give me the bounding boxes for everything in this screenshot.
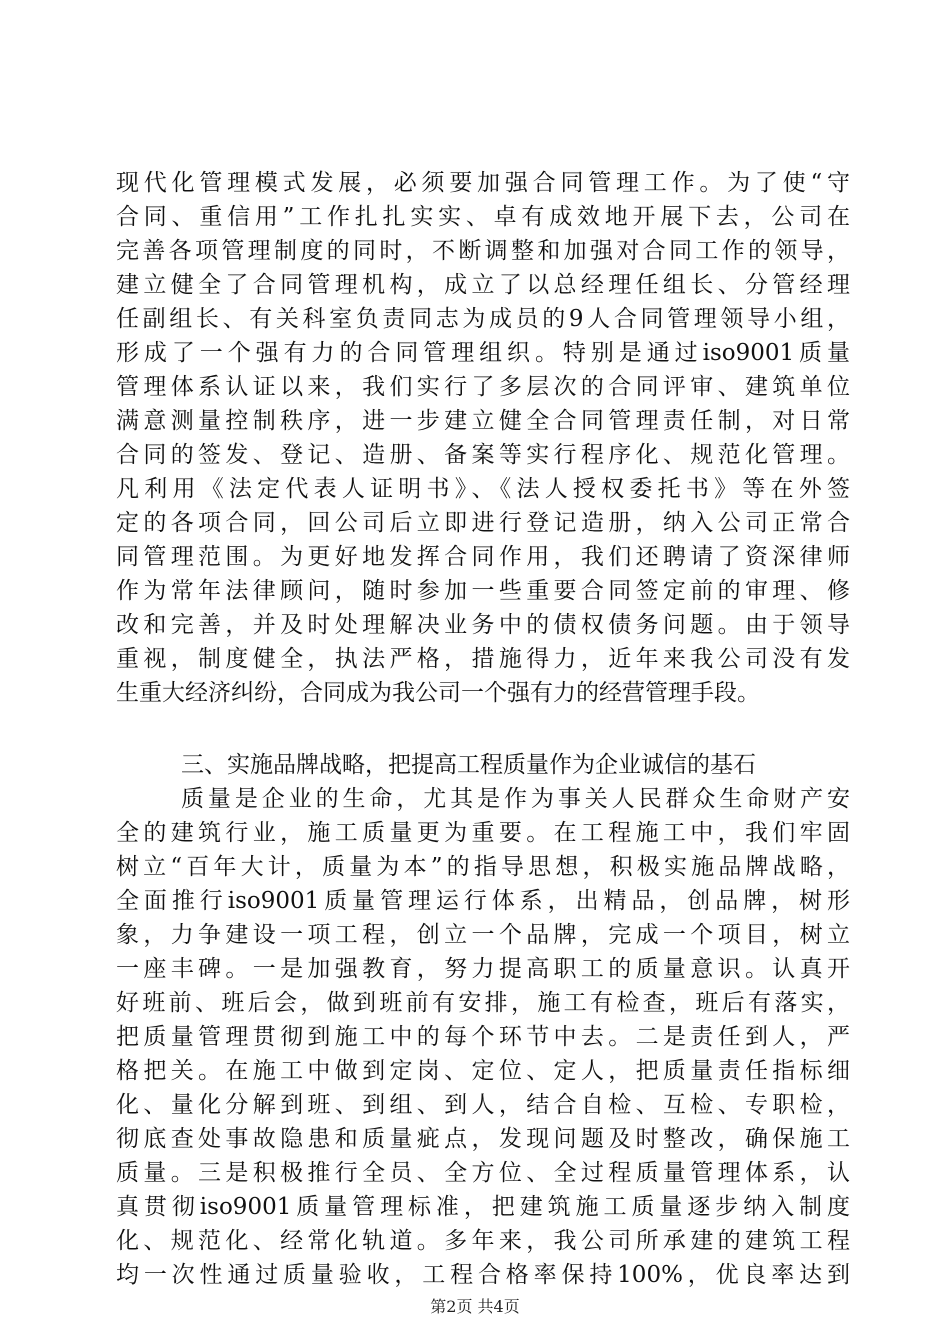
text-line: 象，力争建设一项工程，创立一个品牌，完成一个项目，树立 xyxy=(116,922,850,948)
text-line: 满意测量控制秩序，进一步建立健全合同管理责任制，对日常 xyxy=(116,408,850,434)
text-line: 合同的签发、登记、造册、备案等实行程序化、规范化管理。 xyxy=(116,442,850,468)
text-line: 好班前、班后会，做到班前有安排，施工有检查，班后有落实， xyxy=(116,990,850,1016)
section-heading: 三、实施品牌战略，把提高工程质量作为企业诚信的基石 xyxy=(181,752,756,778)
text-line: 定的各项合同，回公司后立即进行登记造册，纳入公司正常合 xyxy=(116,510,850,536)
text-line: 树立“百年大计，质量为本”的指导思想，积极实施品牌战略， xyxy=(116,854,850,880)
text-line: 作为常年法律顾问，随时参加一些重要合同签定前的审理、修 xyxy=(116,578,850,604)
text-line: 全的建筑行业，施工质量更为重要。在工程施工中，我们牢固 xyxy=(116,820,850,846)
text-line: 合同、重信用”工作扎扎实实、卓有成效地开展下去，公司在 xyxy=(116,204,850,230)
text-line: 管理体系认证以来，我们实行了多层次的合同评审、建筑单位 xyxy=(116,374,850,400)
paragraph-quality xyxy=(116,782,850,1292)
text-line: 真贯彻iso9001质量管理标准，把建筑施工质量逐步纳入制度 xyxy=(116,1194,850,1220)
text-line: 重视，制度健全，执法严格，措施得力，近年来我公司没有发 xyxy=(116,646,850,672)
text-line: 建立健全了合同管理机构，成立了以总经理任组长、分管经理 xyxy=(116,272,850,298)
text-line: 化、规范化、经常化轨道。多年来，我公司所承建的建筑工程 xyxy=(116,1228,850,1254)
text-line: 质量。三是积极推行全员、全方位、全过程质量管理体系，认 xyxy=(116,1160,850,1186)
text-line: 质量是企业的生命，尤其是作为事关人民群众生命财产安 xyxy=(181,786,850,812)
paragraph-contract-management xyxy=(116,166,850,710)
text-line: 格把关。在施工中做到定岗、定位、定人，把质量责任指标细 xyxy=(116,1058,850,1084)
text-line: 彻底查处事故隐患和质量疵点，发现问题及时整改，确保施工 xyxy=(116,1126,850,1152)
text-line: 同管理范围。为更好地发挥合同作用，我们还聘请了资深律师 xyxy=(116,544,850,570)
text-line: 形成了一个强有力的合同管理组织。特别是通过iso9001质量 xyxy=(116,340,850,366)
text-line: 全面推行iso9001质量管理运行体系，出精品，创品牌，树形 xyxy=(116,888,850,914)
text-line: 把质量管理贯彻到施工中的每个环节中去。二是责任到人，严 xyxy=(116,1024,850,1050)
text-line: 改和完善，并及时处理解决业务中的债权债务问题。由于领导 xyxy=(116,612,850,638)
text-line: 均一次性通过质量验收，工程合格率保持100%，优良率达到 xyxy=(116,1262,850,1288)
paragraph-spacer xyxy=(116,710,850,748)
document-body xyxy=(116,166,850,1292)
text-line: 任副组长、有关科室负责同志为成员的9人合同管理领导小组， xyxy=(116,306,850,332)
page-number-footer: 第2页 共4页 xyxy=(430,1297,520,1316)
text-line: 现代化管理模式发展，必须要加强合同管理工作。为了使“守 xyxy=(116,170,850,196)
text-line: 生重大经济纠纷，合同成为我公司一个强有力的经营管理手段。 xyxy=(116,680,760,706)
text-line: 完善各项管理制度的同时，不断调整和加强对合同工作的领导， xyxy=(116,238,850,264)
text-line: 化、量化分解到班、到组、到人，结合自检、互检、专职检， xyxy=(116,1092,850,1118)
text-line: 凡利用《法定代表人证明书》、《法人授权委托书》等在外签 xyxy=(116,476,850,502)
text-line: 一座丰碑。一是加强教育，努力提高职工的质量意识。认真开 xyxy=(116,956,850,982)
